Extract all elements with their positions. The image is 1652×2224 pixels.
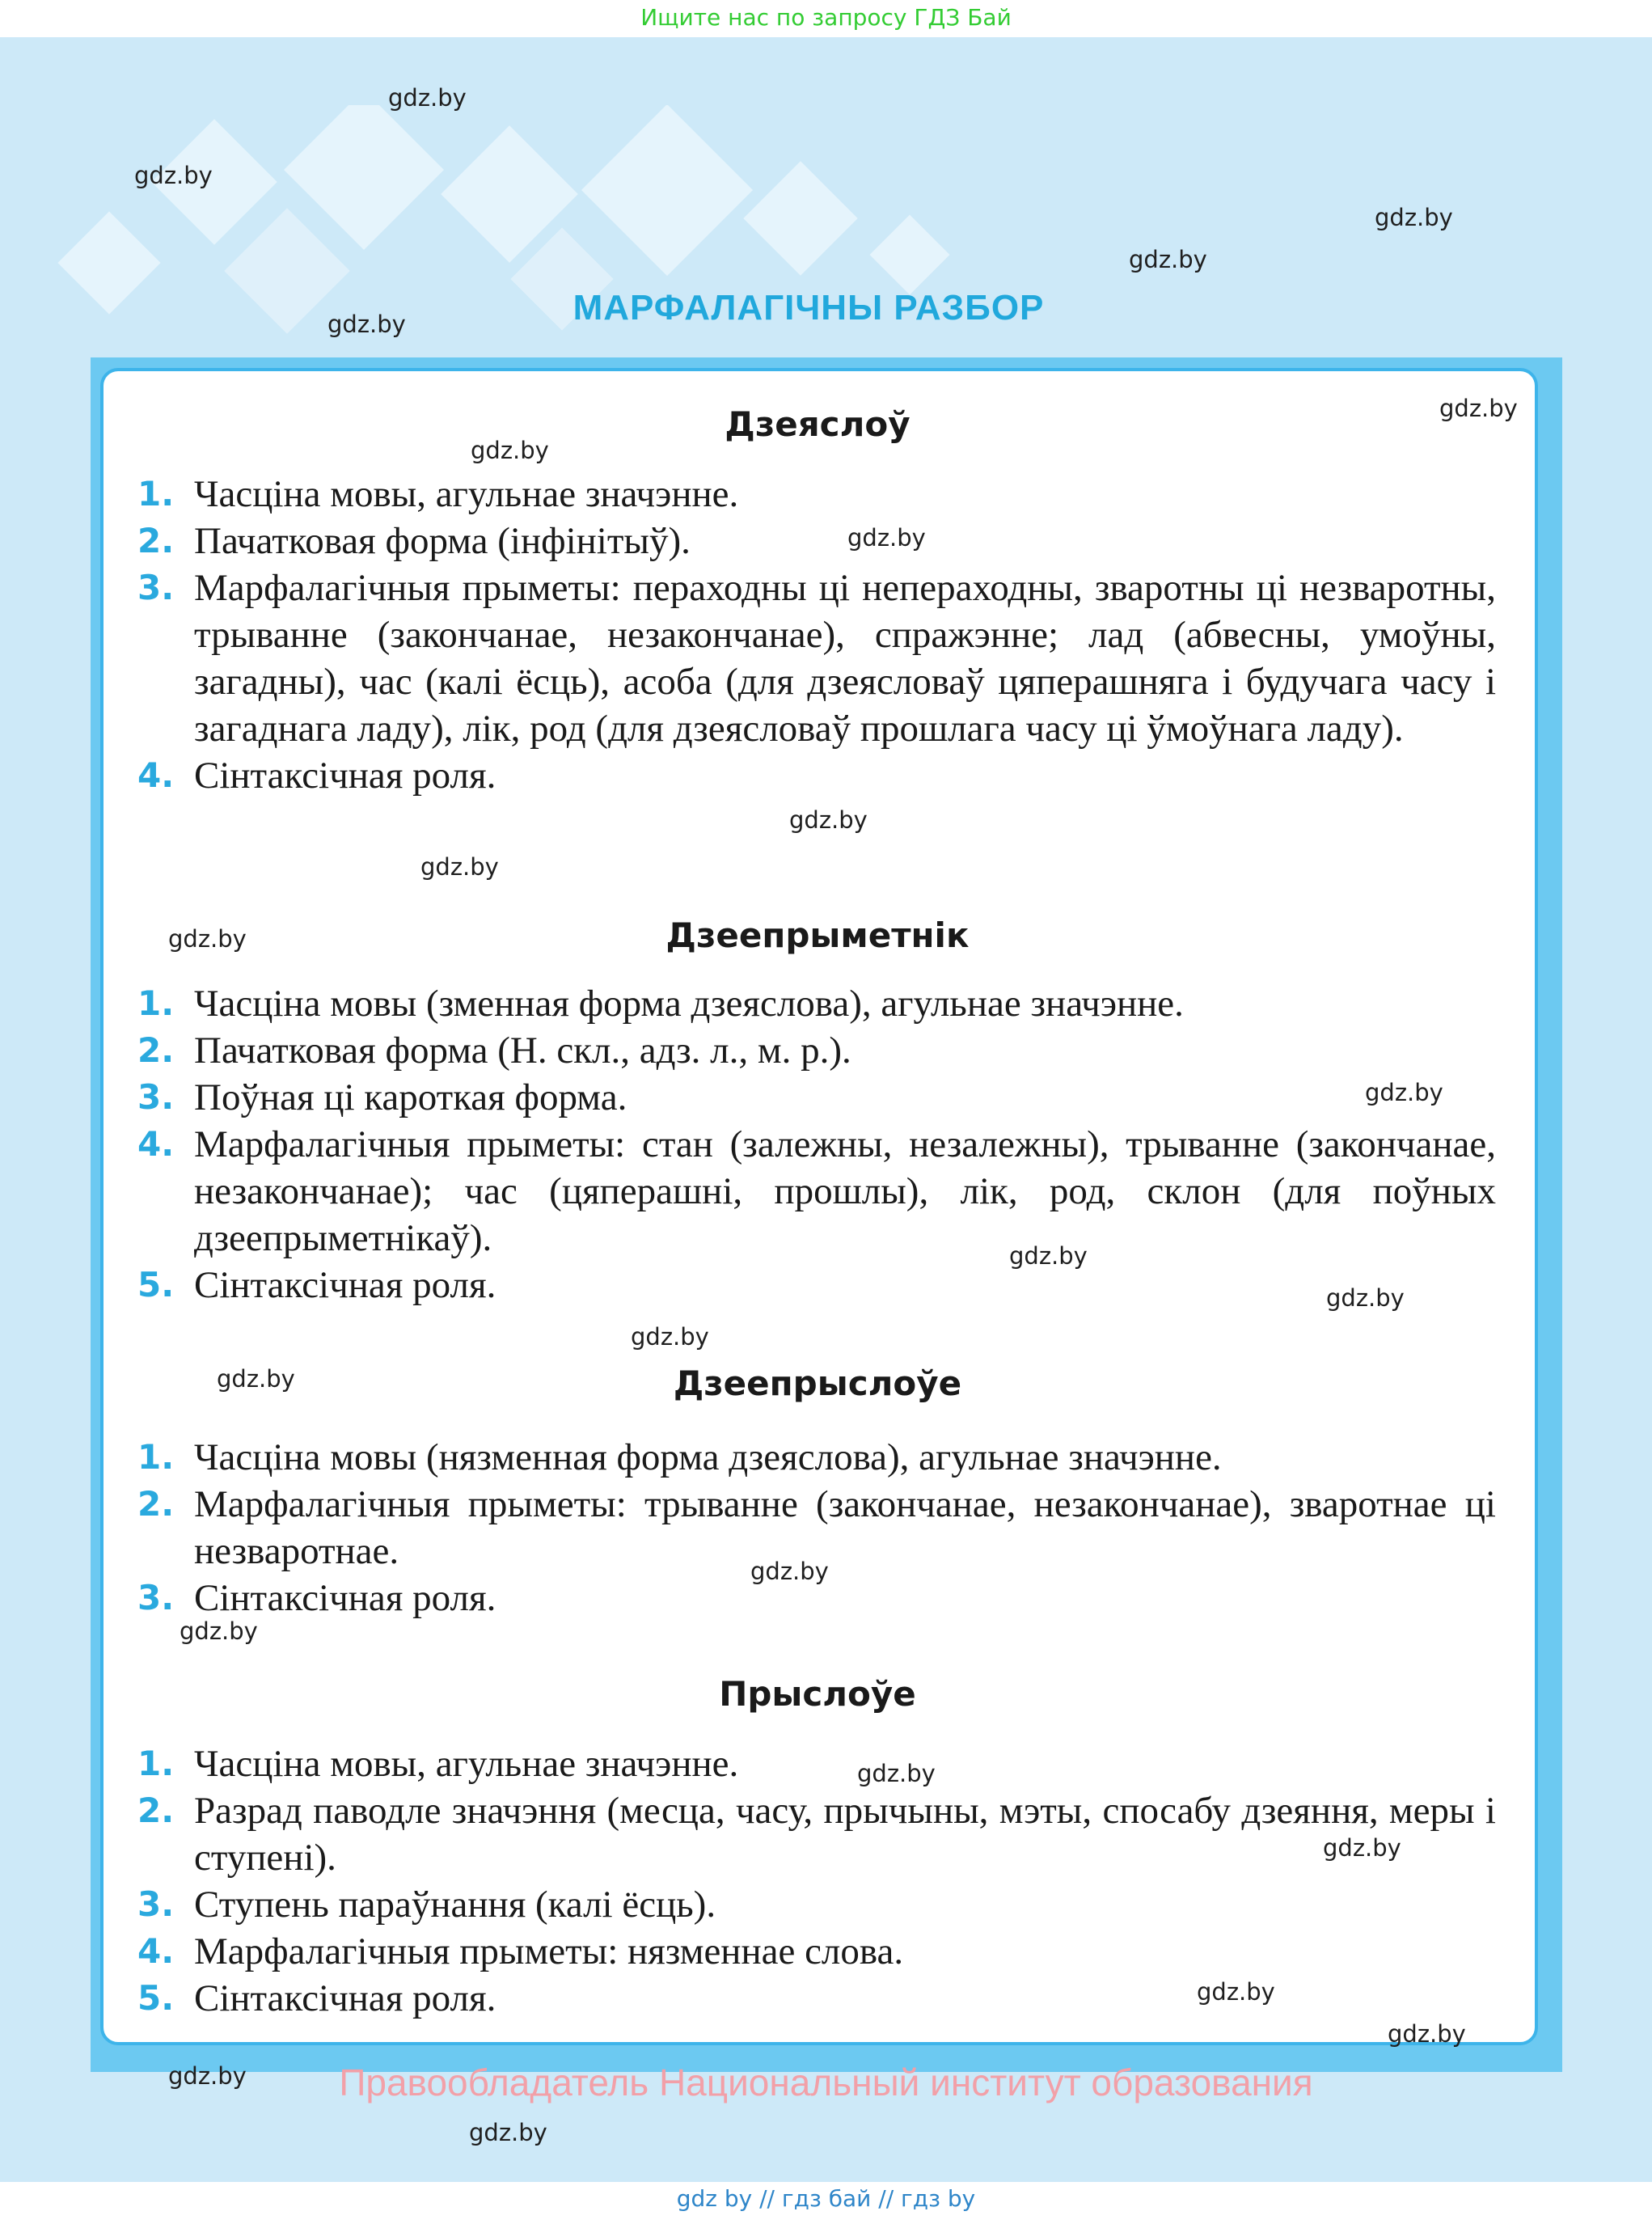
item-number: 2. — [137, 1484, 175, 1524]
item-number: 1. — [137, 474, 175, 514]
item-text: Разрад паводле значэння (месца, часу, прычыны, мэты, спосабу дзеяння, меры і ступені). — [194, 1790, 1496, 1879]
heading-adverb: Прыслоўе — [719, 1674, 916, 1714]
watermark: gdz.by — [471, 437, 549, 464]
watermark: gdz.by — [1197, 1978, 1275, 2006]
item-text: Поўная ці кароткая форма. — [194, 1076, 627, 1118]
item-text: Сінтаксічная роля. — [194, 1977, 496, 2019]
item-number: 3. — [137, 568, 175, 607]
item-number: 4. — [137, 1124, 175, 1164]
watermark: gdz.by — [789, 806, 868, 834]
item-text: Сінтаксічная роля. — [194, 755, 496, 797]
item-number: 3. — [137, 1077, 175, 1117]
deco-diamond — [870, 215, 950, 295]
watermark: gdz.by — [1323, 1834, 1401, 1862]
watermark: gdz.by — [168, 925, 247, 953]
item-text: Пачатковая форма (інфінітыў). — [194, 520, 691, 562]
list-item — [137, 518, 1496, 564]
list-item — [137, 564, 1496, 752]
list-item — [137, 1740, 1496, 1787]
watermark: gdz.by — [327, 311, 406, 338]
deco-diamond — [581, 105, 753, 276]
watermark: gdz.by — [388, 84, 467, 112]
item-number: 3. — [137, 1578, 175, 1617]
watermark: gdz.by — [1375, 204, 1453, 231]
item-number: 4. — [137, 755, 175, 795]
item-number: 2. — [137, 1791, 175, 1830]
item-number: 4. — [137, 1931, 175, 1971]
item-text: Часціна мовы (нязменная форма дзеяслова), агульнае значэнне. — [194, 1436, 1222, 1478]
watermark: gdz.by — [857, 1760, 936, 1787]
watermark: gdz.by — [1326, 1284, 1405, 1312]
item-text: Часціна мовы, агульнае значэнне. — [194, 1743, 739, 1785]
watermark: gdz.by — [1365, 1079, 1443, 1106]
item-number: 1. — [137, 1744, 175, 1783]
adverb-list — [137, 1740, 1496, 2022]
item-number: 5. — [137, 1265, 175, 1304]
item-text: Ступень параўнання (калі ёсць). — [194, 1884, 716, 1926]
heading-verb: Дзеяслоў — [725, 404, 911, 444]
list-item — [137, 752, 1496, 799]
watermark: gdz.by — [469, 2119, 547, 2146]
list-item — [137, 1975, 1496, 2022]
deco-diamond — [743, 161, 857, 275]
list-item — [137, 1434, 1496, 1481]
watermark: gdz.by — [134, 162, 213, 189]
list-item — [137, 1928, 1496, 1975]
watermark: gdz.by — [750, 1558, 829, 1585]
watermark: gdz.by — [1388, 2020, 1466, 2048]
list-item — [137, 1074, 1496, 1121]
adverbial-participle-list — [137, 1434, 1496, 1621]
watermark: gdz.by — [847, 524, 926, 552]
watermark: gdz.by — [631, 1323, 709, 1351]
heading-participle: Дзеепрыметнік — [665, 915, 970, 955]
verb-list — [137, 471, 1496, 799]
item-text: Пачатковая форма (Н. скл., адз. л., м. р.). — [194, 1030, 851, 1072]
list-item — [137, 1121, 1496, 1262]
watermark: gdz.by — [180, 1617, 258, 1645]
list-item — [137, 1881, 1496, 1928]
participle-list — [137, 980, 1496, 1309]
heading-adverbial-participle: Дзеепрыслоўе — [673, 1364, 962, 1403]
item-text: Марфалагічныя прыметы: стан (залежны, незалежны), трыванне (закончанае, незакончанае); час (цяперашні, прошлы), лік, род, склон (для поўных дзеепрыметнікаў). — [194, 1123, 1496, 1259]
list-item — [137, 1787, 1496, 1881]
item-number: 1. — [137, 983, 175, 1023]
item-text: Марфалагічныя прыметы: пераходны ці непераходны, зваротны ці незваротны, трыванне (закончанае, незакончанае), спражэнне; лад (абвесны, умоўны, загадны), час (калі ёсць), асоба (для дзеясловаў цяперашняга і будучага часу і загаднага ладу), лік, род (для дзеясловаў прошлага часу ці ўмоўнага ладу). — [194, 567, 1496, 750]
item-text: Часціна мовы (зменная форма дзеяслова), агульнае значэнне. — [194, 983, 1184, 1025]
item-number: 3. — [137, 1884, 175, 1924]
watermark: gdz.by — [217, 1365, 295, 1393]
list-item — [137, 980, 1496, 1027]
item-text: Марфалагічныя прыметы: трыванне (закончанае, незакончанае), зваротнае ці незваротнае. — [194, 1483, 1496, 1572]
watermark: gdz.by — [1439, 395, 1518, 422]
item-number: 2. — [137, 521, 175, 560]
list-item — [137, 1027, 1496, 1074]
item-text: Марфалагічныя прыметы: нязменнае слова. — [194, 1930, 904, 1972]
watermark: gdz.by — [420, 853, 499, 881]
item-text: Часціна мовы, агульнае значэнне. — [194, 473, 739, 515]
list-item — [137, 471, 1496, 518]
item-number: 2. — [137, 1030, 175, 1070]
watermark: gdz.by — [168, 2062, 247, 2090]
deco-diamond — [284, 105, 444, 250]
item-number: 1. — [137, 1437, 175, 1477]
watermark: gdz.by — [1009, 1242, 1088, 1270]
page-title: МАРФАЛАГІЧНЫ РАЗБОР — [572, 288, 1045, 328]
rights-holder-notice: Правообладатель Национальный институт образования — [339, 2061, 1313, 2103]
watermark: gdz.by — [1129, 246, 1207, 273]
footer-links[interactable]: gdz by // гдз бай // гдз by — [676, 2185, 976, 2212]
item-text: Сінтаксічная роля. — [194, 1264, 496, 1306]
item-text: Сінтаксічная роля. — [194, 1577, 496, 1619]
item-number: 5. — [137, 1978, 175, 2018]
top-banner[interactable]: Ищите нас по запросу ГДЗ Бай — [640, 4, 1012, 31]
decorative-pattern — [40, 105, 978, 372]
list-item — [137, 1262, 1496, 1309]
